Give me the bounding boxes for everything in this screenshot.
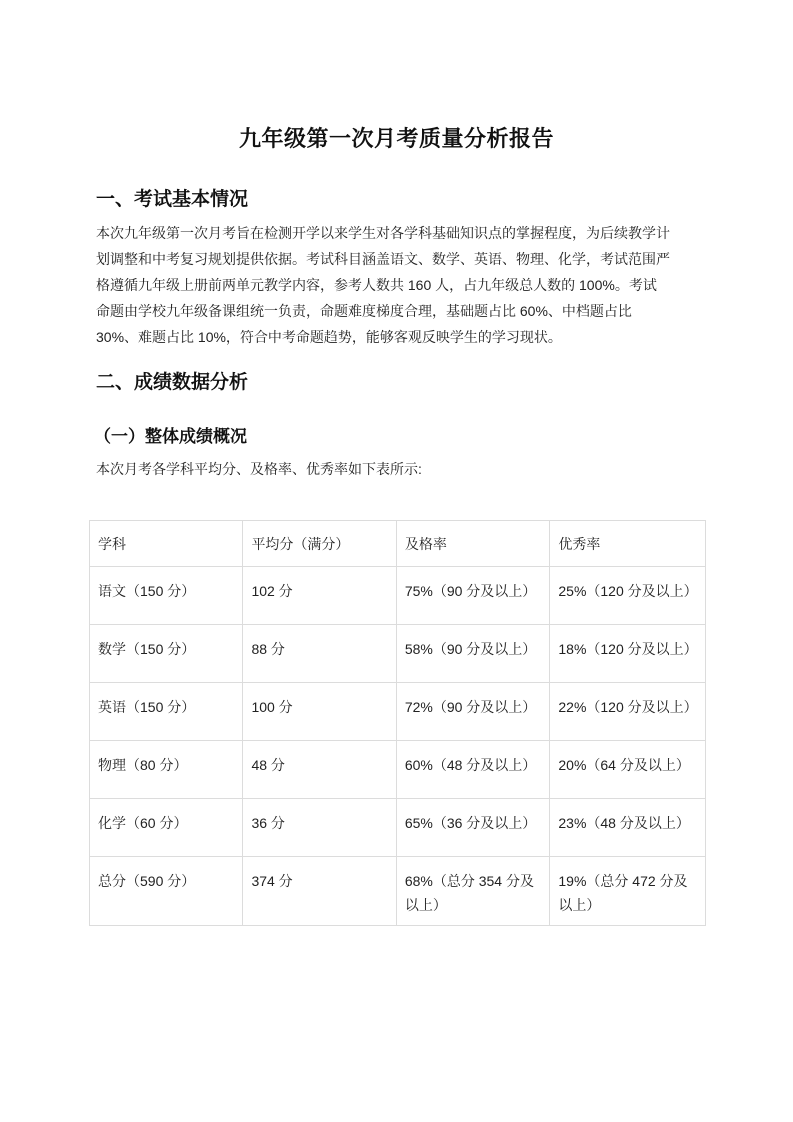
cell-subject: 总分（590 分） [90, 857, 243, 926]
cell-excellent-rate: 20%（64 分及以上） [550, 741, 706, 799]
section-heading-basic-info: 一、考试基本情况 [96, 189, 249, 210]
paragraph-line: 划调整和中考复习规划提供依据。考试科目涵盖语文、数学、英语、物理、化学，考试范围严 [96, 251, 670, 267]
cell-excellent-rate: 25%（120 分及以上） [550, 567, 706, 625]
cell-average: 100 分 [243, 683, 396, 741]
header-subject: 学科 [90, 521, 243, 567]
table-row [90, 857, 706, 926]
table-intro: 本次月考各学科平均分、及格率、优秀率如下表所示: [96, 461, 422, 477]
cell-subject: 数学（150 分） [90, 625, 243, 683]
table-header-row [90, 521, 706, 567]
table-row [90, 625, 706, 683]
header-pass-rate: 及格率 [396, 521, 550, 567]
cell-excellent-rate: 22%（120 分及以上） [550, 683, 706, 741]
paragraph-line: 格遵循九年级上册前两单元教学内容，参考人数共 160 人，占九年级总人数的 100%。考试 [96, 277, 657, 293]
cell-excellent-rate: 19%（总分 472 分及以上） [550, 857, 706, 926]
basic-info-paragraph [96, 220, 701, 350]
cell-average: 36 分 [243, 799, 396, 857]
subsection-heading-overall: （一）整体成绩概况 [94, 427, 247, 446]
header-average: 平均分（满分） [243, 521, 396, 567]
table-row [90, 683, 706, 741]
cell-average: 48 分 [243, 741, 396, 799]
score-table [89, 520, 706, 926]
section-heading-score-analysis: 二、成绩数据分析 [96, 372, 249, 393]
cell-pass-rate: 58%（90 分及以上） [396, 625, 550, 683]
cell-excellent-rate: 18%（120 分及以上） [550, 625, 706, 683]
cell-pass-rate: 65%（36 分及以上） [396, 799, 550, 857]
document-title: 九年级第一次月考质量分析报告 [238, 126, 554, 151]
cell-average: 102 分 [243, 567, 396, 625]
cell-subject: 语文（150 分） [90, 567, 243, 625]
cell-excellent-rate: 23%（48 分及以上） [550, 799, 706, 857]
cell-pass-rate: 68%（总分 354 分及以上） [396, 857, 550, 926]
cell-subject: 物理（80 分） [90, 741, 243, 799]
paragraph-line: 30%、难题占比 10%，符合中考命题趋势，能够客观反映学生的学习现状。 [96, 329, 562, 345]
table-row [90, 741, 706, 799]
cell-pass-rate: 75%（90 分及以上） [396, 567, 550, 625]
table-row [90, 567, 706, 625]
cell-average: 88 分 [243, 625, 396, 683]
paragraph-line: 命题由学校九年级备课组统一负责，命题难度梯度合理，基础题占比 60%、中档题占比 [96, 303, 632, 319]
cell-pass-rate: 72%（90 分及以上） [396, 683, 550, 741]
header-excellent-rate: 优秀率 [550, 521, 706, 567]
table-row [90, 799, 706, 857]
cell-subject: 英语（150 分） [90, 683, 243, 741]
cell-average: 374 分 [243, 857, 396, 926]
cell-pass-rate: 60%（48 分及以上） [396, 741, 550, 799]
cell-subject: 化学（60 分） [90, 799, 243, 857]
paragraph-line: 本次九年级第一次月考旨在检测开学以来学生对各学科基础知识点的掌握程度，为后续教学计 [96, 225, 670, 241]
